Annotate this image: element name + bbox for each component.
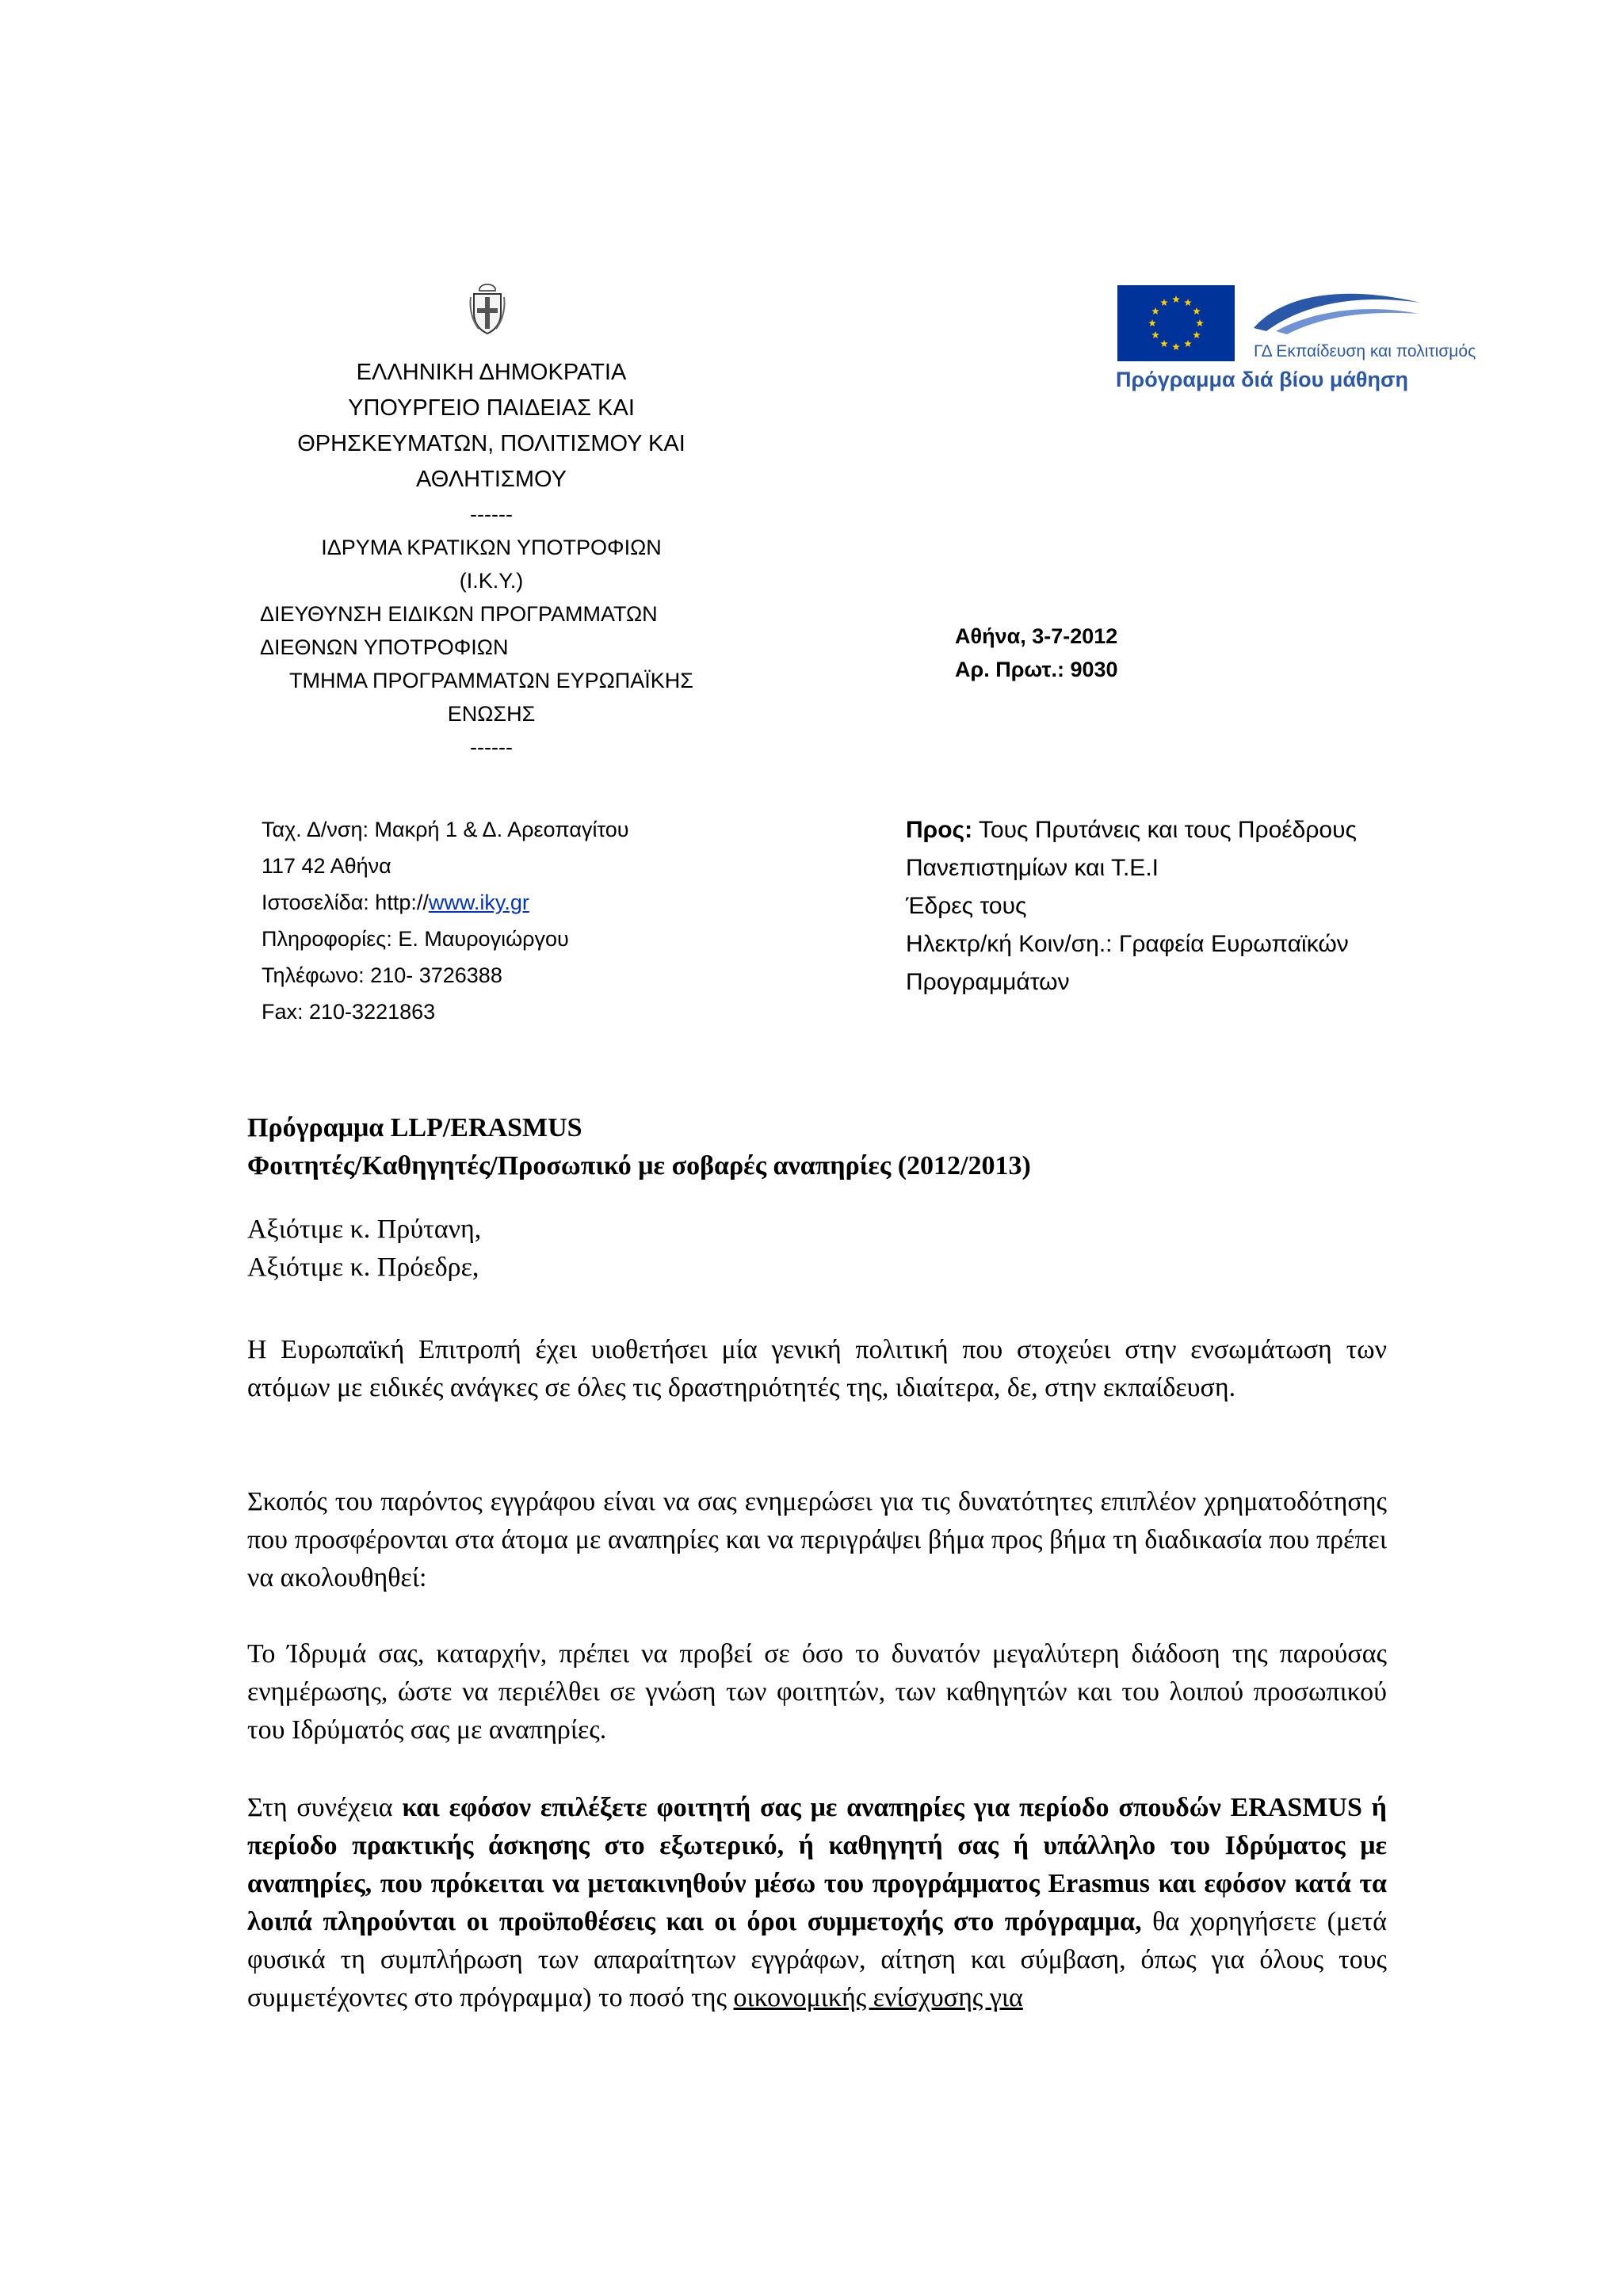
header-line: ΔΙΕΥΘΥΝΣΗ ΕΙΔΙΚΩΝ ΠΡΟΓΡΑΜΜΑΤΩΝ <box>260 602 658 626</box>
header-line: ΔΙΕΘΝΩΝ ΥΠΟΤΡΟΦΙΩΝ <box>260 635 509 659</box>
header-line: ΘΡΗΣΚΕΥΜΑΤΩΝ, ΠΟΛΙΤΙΣΜΟΥ ΚΑΙ <box>297 431 685 456</box>
greeting-line: Αξιότιμε κ. Πρύτανη, <box>247 1215 482 1244</box>
recipient-line: Έδρες τους <box>906 893 1027 919</box>
paragraph: Το Ίδρυμά σας, καταρχήν, πρέπει να προβεί σε όσο το δυνατόν μεγαλύτερη διάδοση της παρούσας ενημέρωσης, ώστε να περιέλθει σε γνώση των φοιτητών, των καθηγητών και του λοιπού προσωπικού του Ιδρύματός σας με αναπηρίες. <box>247 1639 1387 1745</box>
date-protocol-block <box>955 620 1118 686</box>
paragraph <box>247 1789 1387 2017</box>
header-line: ------ <box>470 735 513 759</box>
header-line: ΙΔΡΥΜΑ ΚΡΑΤΙΚΩΝ ΥΠΟΤΡΟΦΙΩΝ <box>321 536 662 559</box>
address-street: Ταχ. Δ/νση: Μακρή 1 & Δ. Αρεοπαγίτου <box>262 818 629 841</box>
recipient-label: Προς: <box>906 817 973 843</box>
paragraph-text: Στη συνέχεια <box>247 1793 403 1822</box>
sender-address <box>262 811 629 1030</box>
header-line: ΤΜΗΜΑ ΠΡΟΓΡΑΜΜΑΤΩΝ ΕΥΡΩΠΑΪΚΗΣ <box>289 669 693 692</box>
header-line: ΕΝΩΣΗΣ <box>447 702 536 726</box>
eu-flag-icon <box>1117 285 1235 361</box>
website-label: Ιστοσελίδα: http:// <box>262 891 429 914</box>
recipient-line: Ηλεκτρ/κή Κοιν/ση.: Γραφεία Ευρωπαϊκών <box>906 931 1349 957</box>
greeting <box>247 1211 1387 1287</box>
address-phone: Τηλέφωνο: 210- 3726388 <box>262 963 502 987</box>
header-line: ΕΛΛΗΝΙΚΗ ΔΗΜΟΚΡΑΤΙΑ <box>356 360 627 385</box>
paragraph: Η Ευρωπαϊκή Επιτροπή έχει υιοθετήσει μία γενική πολιτική που στοχεύει στην ενσωμάτωση των ατόμων με ειδικές ανάγκες σε όλες τις δραστηριότητές της, ιδιαίτερα, δε, στην εκπαίδευση. <box>247 1335 1387 1402</box>
greeting-line: Αξιότιμε κ. Πρόεδρε, <box>247 1253 479 1282</box>
letter-date: Αθήνα, 3-7-2012 <box>955 624 1118 648</box>
subject-line: Πρόγραμμα LLP/ERASMUS <box>247 1113 582 1142</box>
greek-coat-of-arms-icon <box>468 281 507 338</box>
address-city: 117 42 Αθήνα <box>262 854 391 878</box>
header-line: (Ι.Κ.Υ.) <box>459 569 524 593</box>
eu-program-text: Πρόγραμμα διά βίου μάθηση <box>1116 368 1408 391</box>
paragraph: Σκοπός του παρόντος εγγράφου είναι να σας ενημερώσει για τις δυνατότητες επιπλέον χρηματοδότησης που προσφέρονται στα άτομα με αναπηρίες και να περιγράψει βήμα προς βήμα τη διαδικασία που πρέπει να ακολουθηθεί: <box>247 1487 1387 1592</box>
address-info: Πληροφορίες: Ε. Μαυρογιώργου <box>262 927 569 951</box>
address-website <box>262 884 629 921</box>
recipient-text: Τους Πρυτάνεις και τους Προέδρους <box>972 817 1357 843</box>
paragraph-underlined-text: οικονομικής ενίσχυσης για <box>733 1983 1023 2012</box>
ministry-header <box>238 355 745 764</box>
recipient-line: Πανεπιστημίων και Τ.Ε.Ι <box>906 855 1159 881</box>
address-fax: Fax: 210-3221863 <box>262 1000 436 1024</box>
protocol-number: Αρ. Πρωτ.: 9030 <box>955 658 1118 681</box>
recipient-line <box>906 811 1357 849</box>
header-line: ΥΠΟΥΡΓΕΙΟ ΠΑΙΔΕΙΑΣ ΚΑΙ <box>348 395 635 421</box>
subject <box>247 1109 1387 1185</box>
paragraph-bold-text: και εφόσον επιλέξετε φοιτητή σας με αναπηρίες για περίοδο σπουδών ERASMUS ή περίοδο πρακτικής άσκησης στο εξωτερικό, ή καθηγητή σας ή υπάλληλο του Ιδρύματος με αναπηρίες, που πρόκειται να μετακινηθούν μέσω του προγράμματος Erasmus και εφόσον κατά τα λοιπά πληρούνται οι προϋποθέσεις και οι όροι συμμετοχής στο πρόγραμμα, <box>247 1793 1387 1936</box>
recipient-line: Προγραμμάτων <box>906 969 1070 995</box>
subject-line: Φοιτητές/Καθηγητές/Προσωπικό με σοβαρές αναπηρίες (2012/2013) <box>247 1151 1031 1180</box>
header-line: ------ <box>470 502 513 526</box>
eu-gd-text: ΓΔ Εκπαίδευση και πολιτισμός <box>1254 342 1476 360</box>
llp-swoosh-icon <box>1252 287 1423 336</box>
website-link[interactable]: www.iky.gr <box>428 891 529 914</box>
paragraph-text: θα χορηγήσετε (μετά φυσικά τη συμπλήρωση των απαραίτητων εγγράφων, αίτηση και σύμβαση, όπως για όλους τους συμμετέχοντες στο πρόγραμμα) το ποσό της <box>247 1907 1387 2012</box>
header-line: ΑΘΛΗΤΙΣΜΟΥ <box>416 467 567 492</box>
recipient-block <box>906 811 1357 1001</box>
